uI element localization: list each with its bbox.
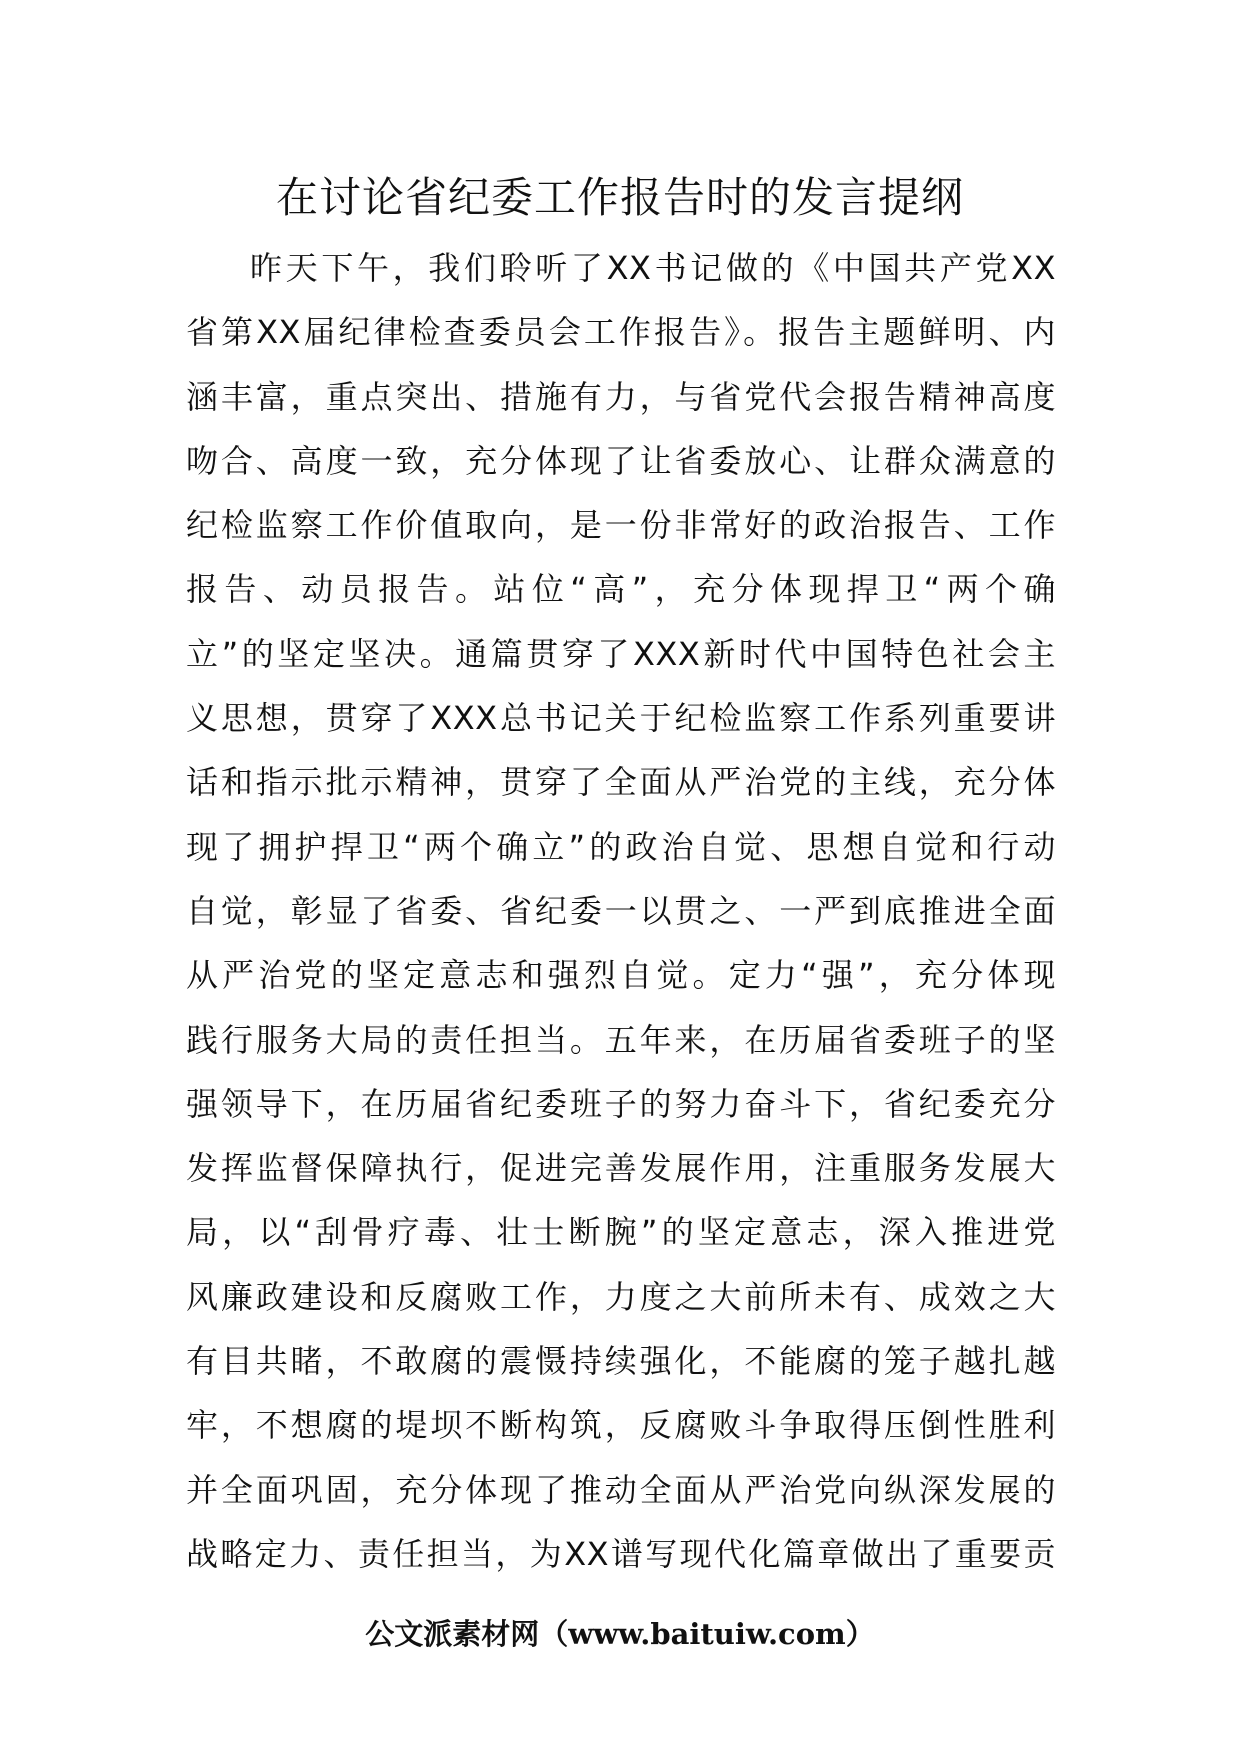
paragraph-line: 昨天下午，我们聆听了XX书记做的《中国共产党XX xyxy=(250,249,1056,287)
paragraph-line: 报告、动员报告。站位“高”，充分体现捍卫“两个确 xyxy=(186,570,1056,609)
paragraph-line: 立”的坚定坚决。通篇贯穿了XXX新时代中国特色社会主 xyxy=(186,634,1056,673)
paragraph-line: 省第XX届纪律检查委员会工作报告》。报告主题鲜明、内 xyxy=(186,313,1056,352)
paragraph-line: 吻合、高度一致，充分体现了让省委放心、让群众满意的 xyxy=(186,441,1056,480)
paragraph-line: 纪检监察工作价值取向，是一份非常好的政治报告、工作 xyxy=(186,506,1056,545)
paragraph-line: 从严治党的坚定意志和强烈自觉。定力“强”，充分体现 xyxy=(186,956,1056,995)
paragraph-line: 强领导下，在历届省纪委班子的努力奋斗下，省纪委充分 xyxy=(186,1084,1056,1123)
document-title: 在讨论省纪委工作报告时的发言提纲 xyxy=(275,173,964,222)
paragraph-line: 战略定力、责任担当，为XX谱写现代化篇章做出了重要贡 xyxy=(186,1534,1056,1573)
body-paragraph xyxy=(186,236,1056,1586)
paragraph-line: 有目共睹，不敢腐的震慑持续强化，不能腐的笼子越扎越 xyxy=(186,1342,1056,1381)
paragraph-line: 发挥监督保障执行，促进完善发展作用，注重服务发展大 xyxy=(186,1149,1056,1188)
paragraph-line: 牢，不想腐的堤坝不断构筑，反腐败斗争取得压倒性胜利 xyxy=(186,1406,1056,1445)
paragraph-line: 自觉，彰显了省委、省纪委一以贯之、一严到底推进全面 xyxy=(186,891,1056,930)
paragraph-line: 风廉政建设和反腐败工作，力度之大前所未有、成效之大 xyxy=(186,1277,1056,1316)
paragraph-line: 践行服务大局的责任担当。五年来，在历届省委班子的坚 xyxy=(186,1020,1056,1059)
paragraph-line: 局，以“刮骨疗毒、壮士断腕”的坚定意志，深入推进党 xyxy=(186,1213,1056,1252)
paragraph-line: 义思想，贯穿了XXX总书记关于纪检监察工作系列重要讲 xyxy=(186,699,1056,738)
paragraph-line: 现了拥护捍卫“两个确立”的政治自觉、思想自觉和行动 xyxy=(186,827,1056,866)
paragraph-line: 并全面巩固，充分体现了推动全面从严治党向纵深发展的 xyxy=(186,1470,1056,1509)
paragraph-line: 话和指示批示精神，贯穿了全面从严治党的主线，充分体 xyxy=(186,763,1056,802)
paragraph-line: 涵丰富，重点突出、措施有力，与省党代会报告精神高度 xyxy=(186,377,1056,416)
footer-watermark: 公文派素材网（www.baituiw.com） xyxy=(365,1617,875,1651)
